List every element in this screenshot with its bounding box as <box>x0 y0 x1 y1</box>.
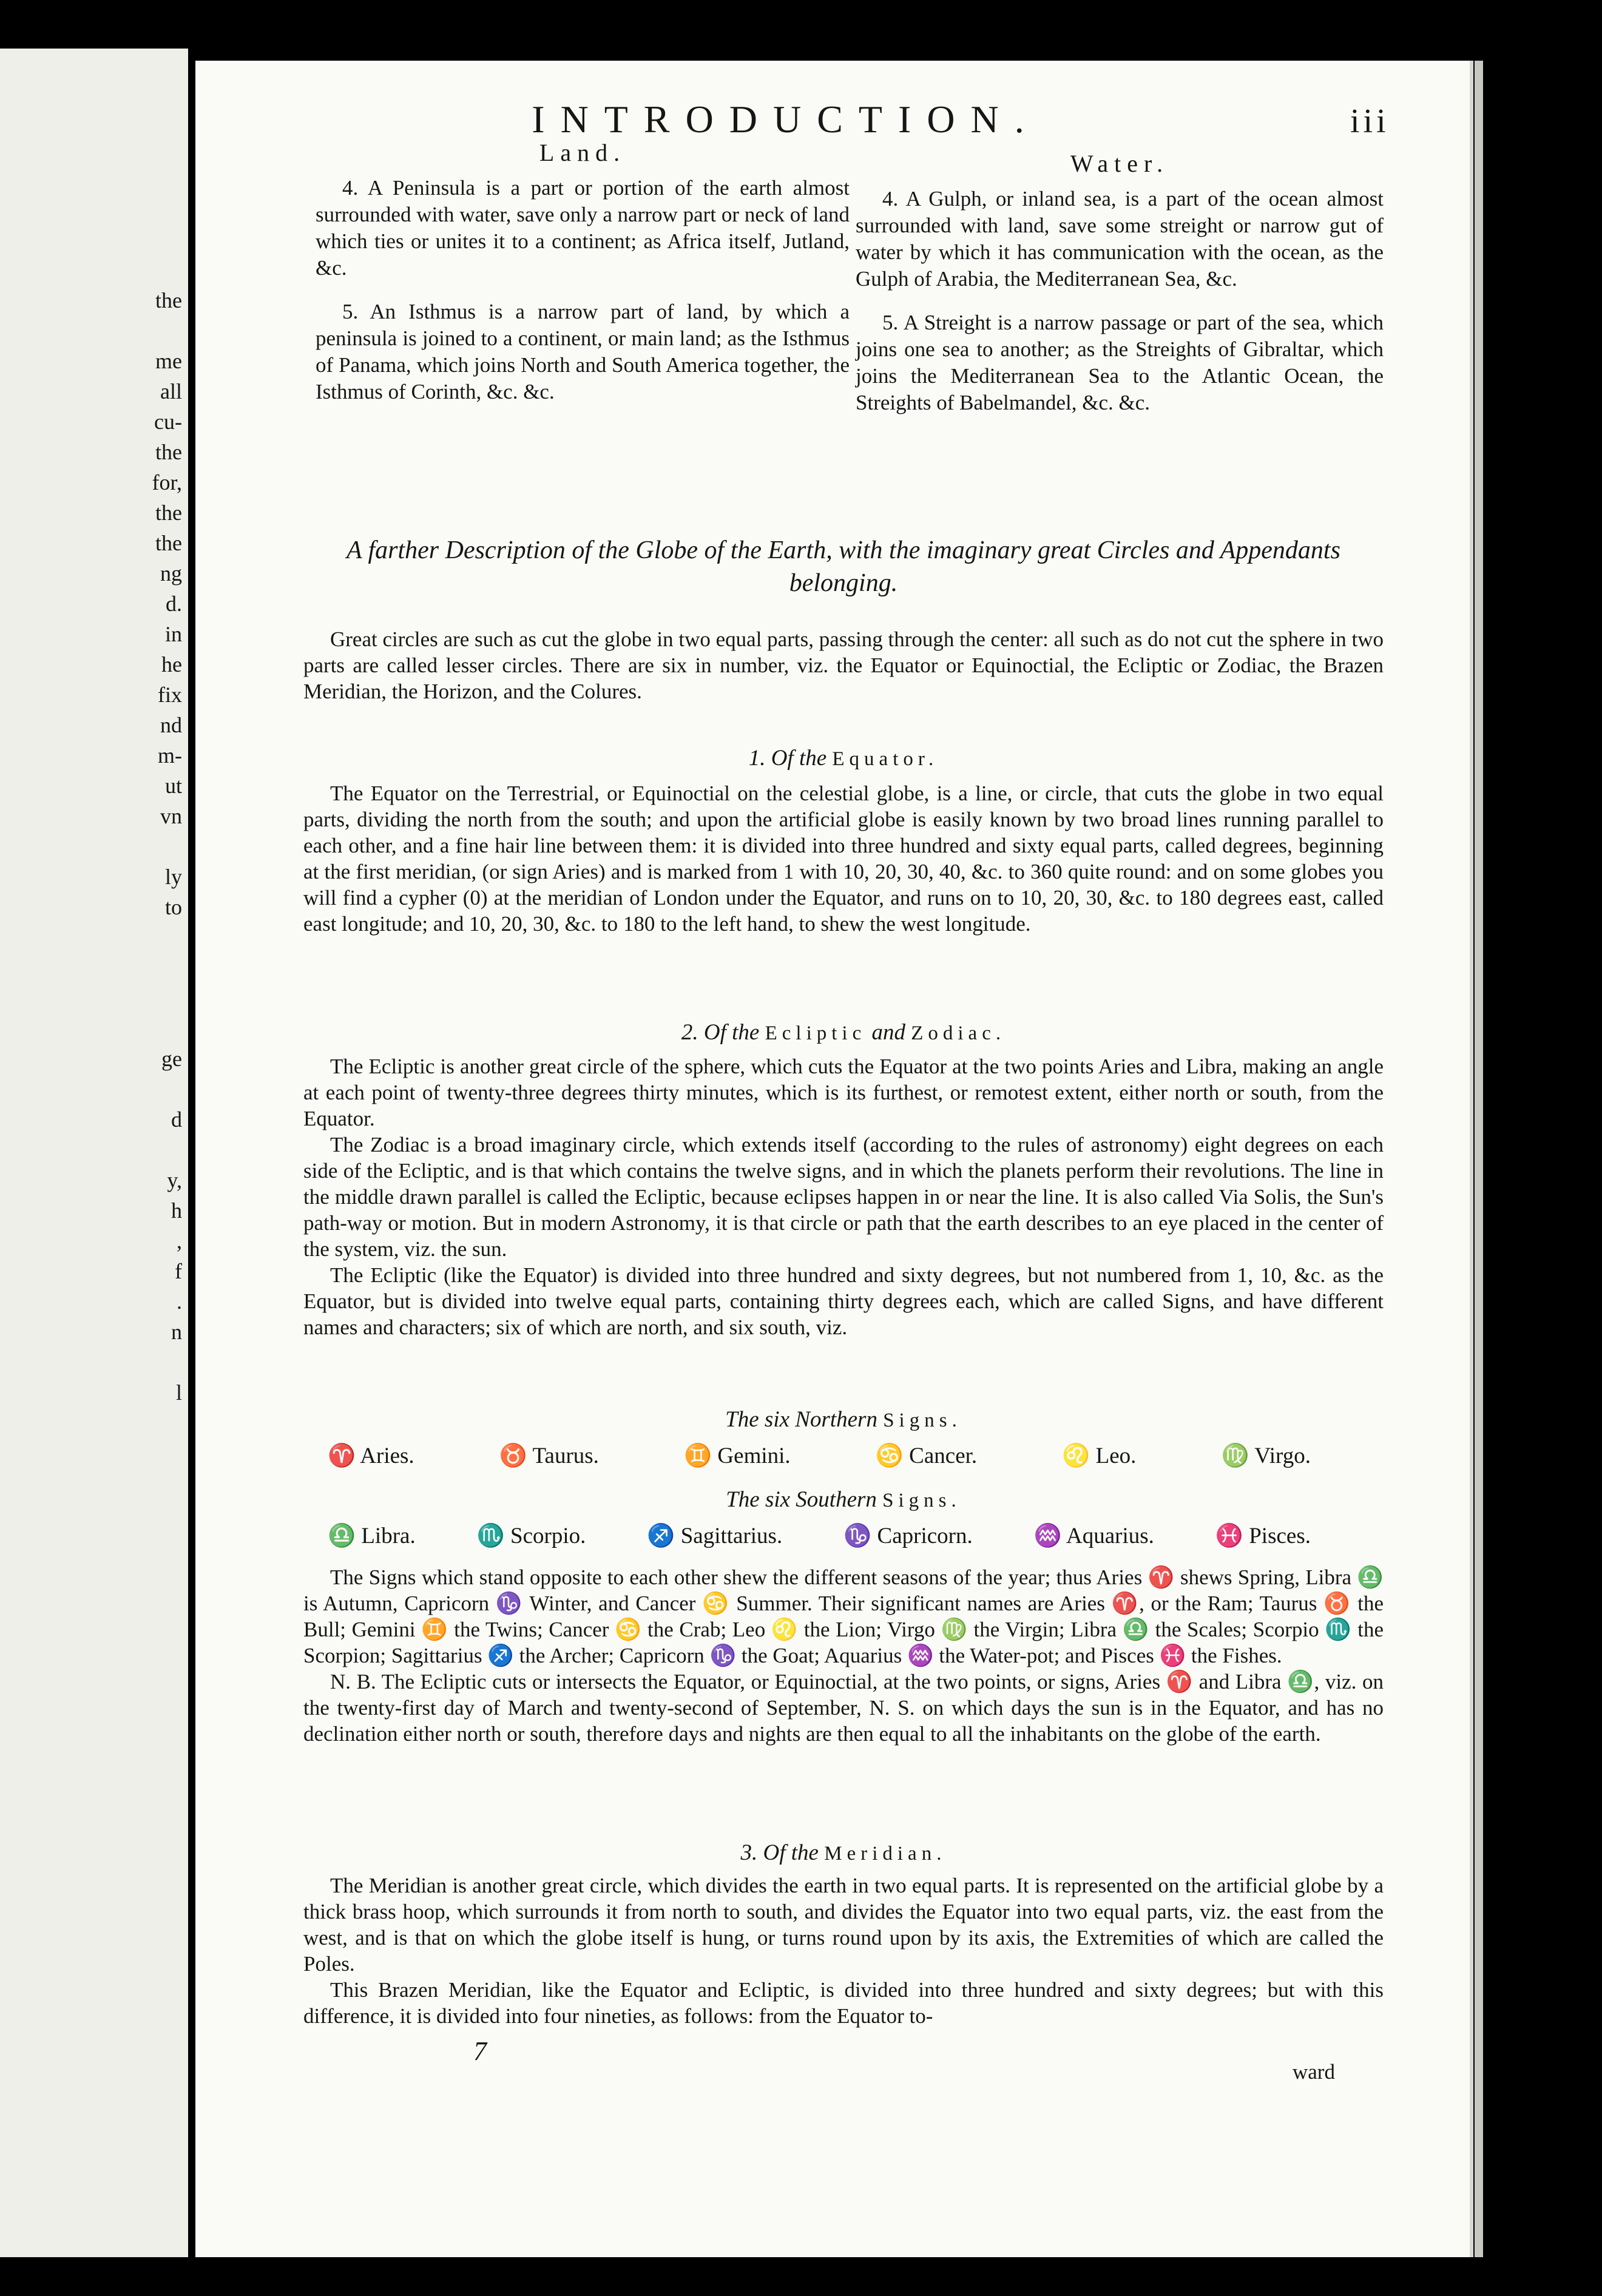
sign-cancer: ♋ Cancer. <box>875 1443 978 1468</box>
facing-page-fragment <box>0 953 182 983</box>
ecliptic-heading-num: 2. Of the <box>681 1020 760 1045</box>
ecliptic-text <box>303 1053 1384 1340</box>
equator-heading-title: Equator. <box>832 748 939 770</box>
zodiac-paragraph: The Zodiac is a broad imaginary circle, which extends itself (according to the rules of astronomy) eight degrees on each side of the Ecliptic, and is that which contains the twelve signs, and in which the planets perform their revolutions. The line in the middle drawn parallel is called the Ecliptic, because eclipses happen in or near the line. It is also called Via Solis, the Sun's path-way or motion. But in modern Astronomy, it is that circle or path that the earth describes to an eye placed in the center of the system, viz. the sun. <box>303 1133 1384 1261</box>
facing-page-fragment: nd <box>160 713 182 737</box>
facing-page-fragment: the <box>155 501 182 525</box>
facing-page-fragment: y, <box>167 1168 182 1192</box>
intro-paragraph: Great circles are such as cut the globe in two equal parts, passing through the center: all such as do not cut the sphere in two parts are called lesser circles. There are six in number, viz. the Equator or Equinoctial, the Ecliptic or Zodiac, the Brazen Meridian, the Horizon, and the Colures. <box>303 627 1384 703</box>
sign-aries: ♈ Aries. <box>328 1443 414 1468</box>
facing-page-fragment: all <box>160 379 182 403</box>
ecliptic-heading-and: and <box>871 1020 905 1045</box>
catchword: ward <box>1293 2060 1335 2084</box>
facing-page-fragment: in <box>164 622 182 646</box>
zodiac-heading-title: Zodiac. <box>911 1022 1006 1044</box>
sign-pisces: ♓ Pisces. <box>1215 1524 1311 1548</box>
northern-signs-title: Signs. <box>883 1410 962 1431</box>
water-column <box>856 150 1384 433</box>
facing-page-fragment <box>0 1013 182 1044</box>
meridian-paragraph: The Meridian is another great circle, which divides the earth in two equal parts. It is represented on the artificial globe by a thick brass hoop, which surrounds it from north to south, and divides the Equator into two equal parts, viz. the east from the west, and is that on which the globe itself is hung, or turns round upon by its axis, the Extremities of which are called the Poles. <box>303 1874 1384 1976</box>
ecliptic-heading-title: Ecliptic <box>765 1022 867 1044</box>
page-edge <box>1475 61 1483 2257</box>
equator-heading <box>303 745 1384 771</box>
facing-page-fragment: . <box>177 1289 182 1314</box>
facing-page-fragment: he <box>161 652 182 677</box>
southern-signs-label: The six Southern <box>726 1487 877 1512</box>
facing-page-fragment: the <box>155 531 182 555</box>
signature-mark: 7 <box>473 2036 487 2066</box>
brazen-meridian-paragraph: This Brazen Meridian, like the Equator and Ecliptic, is divided into three hundred and sixty degrees; but with this difference, it is divided into four nineties, as follows: from the Equator to- <box>303 1978 1384 2028</box>
facing-page-fragment: cu- <box>154 410 182 434</box>
ecliptic-paragraph: The Ecliptic is another great circle of the sphere, which cuts the Equator at the two points Aries and Libra, making an angle at each point of twenty-three degrees thirty minutes, which is its furthest, or remotest extent, either north or south, from the Equator. <box>303 1055 1384 1130</box>
northern-signs-label: The six Northern <box>725 1407 877 1432</box>
facing-page-fragment <box>0 1135 182 1165</box>
facing-page-fragment: l <box>175 1380 182 1405</box>
land-heading: Land. <box>539 139 626 166</box>
facing-page-fragment: ly <box>164 865 182 889</box>
land-paragraph: 4. A Peninsula is a part or portion of the earth almost surrounded with water, save only a narrow part or neck of land which ties or unites it to a continent; as Africa itself, Jutland, &c. <box>316 176 850 280</box>
southern-signs-title: Signs. <box>882 1490 961 1511</box>
seasons-paragraph: The Signs which stand opposite to each other shew the different seasons of the year; thus Aries ♈ shews Spring, Libra ♎ is Autumn, Capricorn ♑ Winter, and Cancer ♋ Summer. Their significant names are Aries ♈, or the Ram; Taurus ♉ the Bull; Gemini ♊ the Twins; Cancer ♋ the Crab; Leo ♌ the Lion; Virgo ♍ the Virgin; Libra ♎ the Scales; Scorpio ♏ the Scorpion; Sagittarius ♐ the Archer; Capricorn ♑ the Goat; Aquarius ♒ the Water-pot; and Pisces ♓ the Fishes. <box>303 1565 1384 1667</box>
sign-taurus: ♉ Taurus. <box>499 1443 599 1468</box>
facing-page-fragment: d. <box>166 592 182 616</box>
facing-page-fragment: ut <box>164 774 182 798</box>
sign-virgo: ♍ Virgo. <box>1221 1443 1311 1468</box>
ecliptic-heading <box>303 1019 1384 1045</box>
sign-capricorn: ♑ Capricorn. <box>843 1524 973 1548</box>
sign-aquarius: ♒ Aquarius. <box>1033 1524 1154 1548</box>
meridian-heading <box>303 1840 1384 1866</box>
facing-page-fragment: h <box>171 1198 182 1223</box>
equator-paragraph: The Equator on the Terrestrial, or Equinoctial on the celestial globe, is a line, or circle, that cuts the globe in two equal parts, dividing the north from the south; and upon the artificial globe is easily known by two broad lines running parallel to each other, and a fine hair line between them: it is divided into three hundred and sixty equal parts, called degrees, beginning at the first meridian, (or sign Aries) and is marked from 1 with 10, 20, 30, 40, &c. to 360 quite round: and on some globes you will find a cypher (0) at the meridian of London under the Equator, and runs on to 10, 20, 30, &c. to 180 degrees east, called east longitude; and 10, 20, 30, &c. to 180 to the left hand, to shew the west longitude. <box>303 782 1384 936</box>
facing-page-fragment <box>0 983 182 1013</box>
sign-libra: ♎ Libra. <box>328 1524 416 1548</box>
land-column <box>316 140 850 422</box>
page-number: iii <box>1350 103 1390 140</box>
southern-signs-heading <box>303 1487 1384 1513</box>
facing-page <box>0 49 188 2257</box>
facing-page-fragment <box>0 831 182 862</box>
facing-page-fragment: the <box>155 288 182 312</box>
northern-signs-row <box>328 1443 1311 1469</box>
meridian-heading-title: Meridian. <box>824 1843 947 1865</box>
facing-page-fragment: the <box>155 440 182 464</box>
meridian-heading-num: 3. Of the <box>740 1840 819 1865</box>
ecliptic-degrees-paragraph: The Ecliptic (like the Equator) is divided into three hundred and sixty degrees, but not numbered from 1, 10, &c. as the Equator, but is divided into twelve equal parts, containing thirty degrees each, which are called Signs, and have different names and characters; six of which are north, and six south, viz. <box>303 1263 1384 1339</box>
facing-page-fragment: n <box>171 1320 182 1344</box>
sign-gemini: ♊ Gemini. <box>684 1443 791 1468</box>
facing-page-fragment <box>0 922 182 953</box>
equator-text <box>303 780 1384 937</box>
southern-signs-row <box>328 1523 1311 1549</box>
facing-page-fragment: for, <box>152 470 182 495</box>
facing-page-fragment: f <box>175 1259 182 1283</box>
northern-signs-heading <box>303 1406 1384 1433</box>
sign-leo: ♌ Leo. <box>1062 1443 1137 1468</box>
running-title: INTRODUCTION. <box>532 98 1040 141</box>
nota-bene-paragraph: N. B. The Ecliptic cuts or intersects the Equator, or Equinoctial, at the two points, or signs, Aries ♈ and Libra ♎, viz. on the twenty-first day of March and twenty-second of September, N. S. on which days the sun is in the Equator, and has no declination either north or south, therefore days and nights are then equal to all the inhabitants on the globe of the earth. <box>303 1670 1384 1746</box>
facing-page-fragment: fix <box>158 683 182 707</box>
facing-page-fragments <box>0 285 182 1408</box>
facing-page-fragment: me <box>155 349 182 373</box>
sign-sagittarius: ♐ Sagittarius. <box>647 1524 783 1548</box>
facing-page-fragment: d <box>171 1107 182 1132</box>
facing-page-fragment <box>0 316 182 346</box>
facing-page-fragment: ng <box>160 561 182 586</box>
meridian-text <box>303 1872 1384 2029</box>
seasons-text <box>303 1564 1384 1747</box>
water-paragraph: 4. A Gulph, or inland sea, is a part of the ocean almost surrounded with land, save some streight or narrow gut of water by which it has communication with the ocean, as the Gulph of Arabia, the Mediterranean Sea, &c. <box>856 187 1384 291</box>
equator-heading-num: 1. Of the <box>748 746 827 771</box>
facing-page-fragment <box>0 1074 182 1104</box>
facing-page-fragment: , <box>177 1229 182 1253</box>
facing-page-fragment: to <box>164 895 182 919</box>
water-paragraph: 5. A Streight is a narrow passage or part of the sea, which joins one sea to another; as the Streights of Gibraltar, which joins the Mediterranean Sea to the Atlantic Ocean, the Streights of Babelmandel, &c. &c. <box>856 311 1384 414</box>
facing-page-fragment: m- <box>158 743 182 768</box>
facing-page-fragment: ge <box>161 1047 182 1071</box>
facing-page-fragment: vn <box>160 804 182 828</box>
intro-text <box>303 626 1384 704</box>
section-title: A farther Description of the Globe of the Earth, with the imaginary great Circles and Appendants belonging. <box>346 536 1340 597</box>
sign-scorpio: ♏ Scorpio. <box>476 1524 586 1548</box>
water-heading: Water. <box>1070 150 1169 177</box>
land-paragraph: 5. An Isthmus is a narrow part of land, by which a peninsula is joined to a continent, or main land; as the Isthmus of Panama, which joins North and South America together, the Isthmus of Corinth, &c. &c. <box>316 300 850 403</box>
facing-page-fragment <box>0 1347 182 1377</box>
